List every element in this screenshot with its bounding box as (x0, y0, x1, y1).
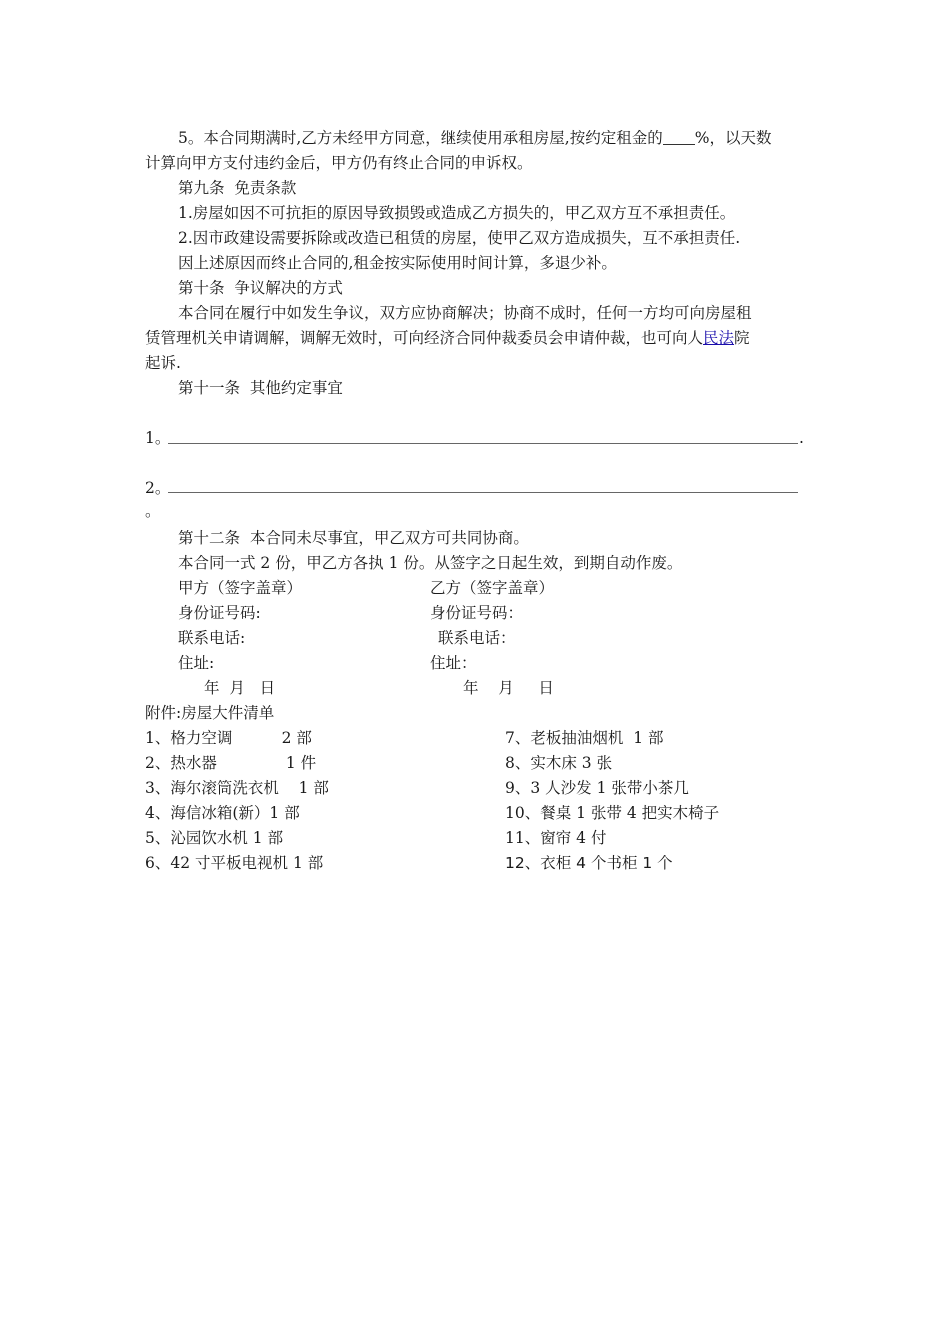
clause9-item3: 因上述原因而终止合同的,租金按实际使用时间计算，多退少补。 (178, 254, 617, 272)
clause11-item2-blank[interactable] (168, 492, 798, 493)
clause8-item5-text-a: 5。本合同期满时,乙方未经甲方同意，继续使用承租房屋,按约定租金的 (178, 129, 663, 147)
clause10-para-line3: 起诉. (145, 354, 181, 372)
clause11-item1-prefix: 1。 (145, 429, 171, 447)
party-a-address-label: 住址: (178, 654, 215, 672)
clause11-item1-blank[interactable] (168, 443, 798, 444)
civil-law-link[interactable]: 民法 (703, 329, 735, 347)
appendix-right-item: 9、3 人沙发 1 张带小茶几 (505, 779, 689, 797)
party-a-id-label: 身份证号码: (178, 604, 261, 622)
clause10-title: 第十条 争议解决的方式 (178, 279, 343, 297)
clause8-item5-line1 (178, 128, 771, 150)
appendix-right-item: 7、老板抽油烟机 1 部 (505, 729, 664, 747)
appendix-left-item: 4、海信冰箱(新）1 部 (145, 804, 300, 822)
clause10-para-line2-text: 赁管理机关申请调解，调解无效时，可向经济合同仲裁委员会申请仲裁，也可向人 (145, 329, 704, 347)
appendix-left-item: 5、沁园饮水机 1 部 (145, 829, 284, 847)
clause9-item2: 2.因市政建设需要拆除或改造已租赁的房屋，使甲乙双方造成损失，互不承担责任. (178, 229, 741, 247)
party-a-phone-label: 联系电话: (178, 629, 246, 647)
appendix-left-item: 2、热水器 1 件 (145, 754, 317, 772)
appendix-right-item: 12、衣柜 4 个书柜 1 个 (505, 854, 673, 872)
rate-blank (663, 130, 695, 145)
clause10-para-line1: 本合同在履行中如发生争议，双方应协商解决；协商不成时，任何一方均可向房屋租 (178, 304, 752, 322)
appendix-left-item: 6、42 寸平板电视机 1 部 (145, 854, 324, 872)
appendix-left-item: 3、海尔滚筒洗衣机 1 部 (145, 779, 329, 797)
clause12-title: 第十二条 本合同未尽事宜，甲乙双方可共同协商。 (178, 529, 529, 547)
appendix-right-item: 8、实木床 3 张 (505, 754, 613, 772)
party-a-label: 甲方（签字盖章） (178, 579, 303, 597)
party-b-label: 乙方（签字盖章） (430, 579, 555, 597)
clause8-item5-line2: 计算向甲方支付违约金后，甲方仍有终止合同的申诉权。 (145, 154, 533, 172)
clause11-title: 第十一条 其他约定事宜 (178, 379, 343, 397)
clause9-item1: 1.房屋如因不可抗拒的原因导致损毁或造成乙方损失的，甲乙双方互不承担责任。 (178, 204, 736, 222)
appendix-left-item: 1、格力空调 2 部 (145, 729, 312, 747)
clause12-copies: 本合同一式 2 份，甲乙方各执 1 份。从签字之日起生效，到期自动作废。 (178, 554, 683, 572)
party-a-date: 年 月 日 (204, 679, 276, 697)
clause10-para-line2-tail: 院 (734, 329, 750, 347)
party-b-id-label: 身份证号码： (430, 604, 524, 622)
party-b-phone-label: 联系电话： (438, 629, 516, 647)
appendix-title: 附件:房屋大件清单 (145, 704, 275, 722)
party-b-address-label: 住址： (430, 654, 477, 672)
clause8-item5-text-b: %，以天数 (694, 129, 772, 147)
clause11-item1-suffix: . (799, 429, 804, 447)
clause11-item2-prefix: 2。 (145, 479, 171, 497)
clause10-para-line2 (145, 328, 750, 350)
clause9-title: 第九条 免责条款 (178, 179, 297, 197)
clause11-item2-suffix: 。 (145, 502, 161, 520)
appendix-right-item: 10、餐桌 1 张带 4 把实木椅子 (505, 804, 720, 822)
party-b-date: 年 月 日 (463, 679, 554, 697)
appendix-right-item: 11、窗帘 4 付 (505, 829, 607, 847)
